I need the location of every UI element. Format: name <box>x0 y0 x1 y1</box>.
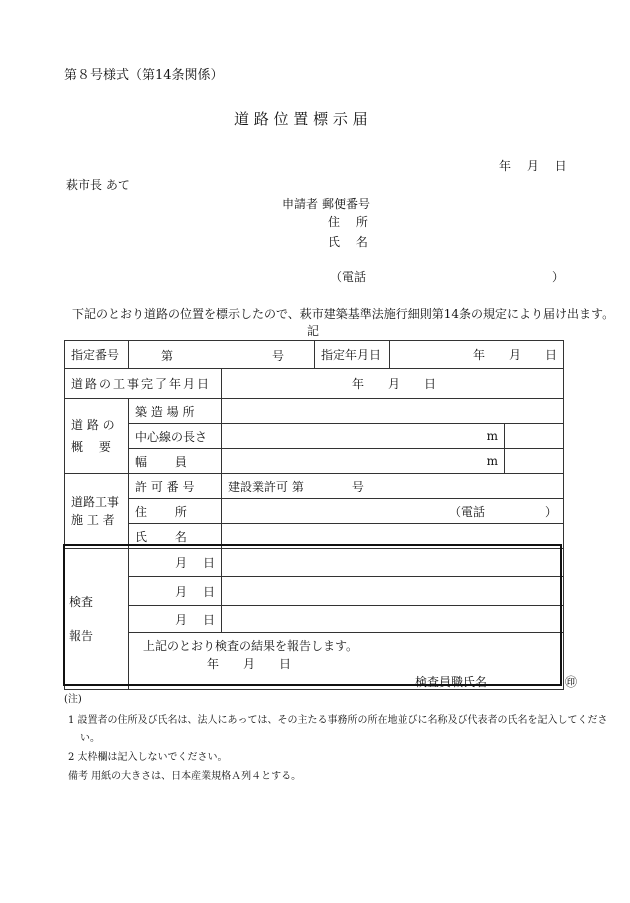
note-2: 2 太枠欄は記入しないでください。 <box>68 752 228 763</box>
ki-label: 記 <box>307 324 320 338</box>
inspection-result-2[interactable] <box>222 577 564 606</box>
completion-date-field[interactable]: 年 月 日 <box>222 369 564 399</box>
inspection-date-2[interactable]: 月 日 <box>129 577 222 606</box>
inspection-result-3[interactable] <box>222 606 564 633</box>
inspection-label-2: 報告 <box>69 629 94 643</box>
inspection-result-1[interactable] <box>222 549 564 577</box>
body-text: 下記のとおり道路の位置を標示したので、萩市建築基準法施行細則第14条の規定により届け出ます。 <box>72 307 615 321</box>
road-outline-label-2: 概 要 <box>71 440 111 454</box>
applicant-name-label: 氏 名 <box>328 235 368 249</box>
road-outline-label <box>65 399 129 474</box>
notes-heading: (注) <box>64 694 82 705</box>
width-field[interactable]: m <box>222 449 505 474</box>
page-title: 道 路 位 置 標 示 届 <box>234 110 368 128</box>
inspection-date-3[interactable]: 月 日 <box>129 606 222 633</box>
center-length-label: 中心線の長さ <box>129 424 222 449</box>
designation-number-field[interactable] <box>129 341 315 369</box>
road-outline-label-1: 道 路 の <box>71 418 115 432</box>
contractor-label-1: 道路工事 <box>71 495 120 509</box>
width-extra <box>505 449 564 474</box>
applicant-phone-label: （電話 <box>330 270 367 284</box>
seal-mark: ㊞ <box>565 675 578 689</box>
contractor-address-field[interactable]: （電話 ） <box>222 499 564 524</box>
form-number: 第８号様式（第14条関係） <box>64 68 224 83</box>
permit-number-label: 許 可 番 号 <box>129 474 222 499</box>
contractor-address-label: 住 所 <box>129 499 222 524</box>
center-length-field[interactable]: m <box>222 424 505 449</box>
inspection-report-label <box>65 549 129 690</box>
addressee: 萩市長 あて <box>66 178 130 192</box>
designation-dai: 第 <box>161 349 174 363</box>
designation-go: 号 <box>272 349 285 363</box>
applicant-label: 申請者 <box>282 197 319 211</box>
report-date[interactable]: 年 月 日 <box>207 657 292 671</box>
contractor-name-label: 氏 名 <box>129 524 222 549</box>
contractor-label-2: 施 工 者 <box>71 513 115 527</box>
permit-number-field[interactable]: 建設業許可 第 号 <box>222 474 564 499</box>
note-1: 1 設置者の住所及び氏名は、法人にあっては、その主たる事務所の所在地並びに名称及び代表者の氏名を記入してくださ <box>68 715 608 726</box>
note-1-continued: い。 <box>80 733 100 744</box>
build-place-field[interactable] <box>222 399 564 424</box>
designation-date-field[interactable]: 年 月 日 <box>390 341 564 369</box>
report-area <box>129 633 578 690</box>
notification-table <box>64 340 578 690</box>
inspection-date-1[interactable]: 月 日 <box>129 549 222 577</box>
submission-date: 年 月 日 <box>499 159 567 173</box>
center-length-extra <box>505 424 564 449</box>
width-label: 幅 員 <box>129 449 222 474</box>
contractor-label <box>65 474 129 549</box>
inspection-label-1: 検査 <box>69 595 94 609</box>
build-place-label: 築 造 場 所 <box>129 399 222 424</box>
applicant-phone-close: ） <box>552 270 565 284</box>
report-text: 上記のとおり検査の結果を報告します。 <box>143 639 359 653</box>
postal-code-label: 郵便番号 <box>322 197 371 211</box>
designation-date-label: 指定年月日 <box>315 341 390 369</box>
contractor-name-field[interactable] <box>222 524 564 549</box>
applicant-address-label: 住 所 <box>328 215 368 229</box>
designation-number-label: 指定番号 <box>65 341 129 369</box>
remark: 備考 用紙の大きさは、日本産業規格Ａ列４とする。 <box>68 771 302 782</box>
inspector-label: 検査員職氏名 <box>415 675 488 689</box>
completion-date-label: 道路の工事完了年月日 <box>65 369 222 399</box>
